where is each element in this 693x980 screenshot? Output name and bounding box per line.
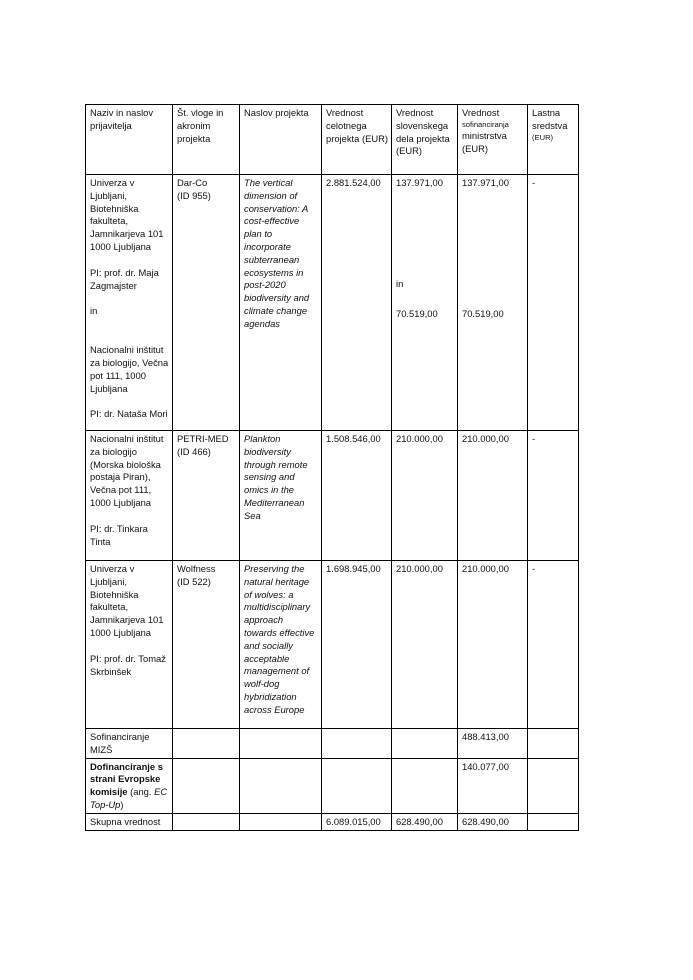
si-value-cell: 210.000,00 [392, 561, 458, 729]
ministry-value-cell: 137.971,00 70.519,00 [458, 175, 528, 431]
header-own-funds: Lastna sredstva (EUR) [528, 105, 579, 175]
header-title: Naslov projekta [240, 105, 322, 175]
acronym-cell: Wolfness (ID 522) [173, 561, 240, 729]
own-funds-cell: - [528, 431, 579, 561]
project-title-cell: Plankton biodiversity through remote sensing and omics in the Mediterranean Sea [240, 431, 322, 561]
project-title-cell: Preserving the natural heritage of wolves: a multidisciplinary approach towards effective and socially acceptable management of wolf-dog hybridization across Europe [240, 561, 322, 729]
topup-ministry-value: 140.077,00 [458, 758, 528, 813]
applicant-cell: Univerza v Ljubljani, Biotehniška fakulteta, Jamnikarjeva 101 1000 Ljubljana PI: prof. dr. Maja Zagmajster in Nacionalni inštitut za biologijo, Večna pot 111, 1000 Ljubljana PI: dr. Nataša Mori [86, 175, 173, 431]
total-ministry-value: 628.490,00 [458, 813, 528, 830]
acronym-cell: Dar-Co (ID 955) [173, 175, 240, 431]
total-project-value: 6.089.015,00 [322, 813, 392, 830]
header-ministry-value: Vrednost sofinanciranja ministrstva (EUR) [458, 105, 528, 175]
si-value-cell: 137.971,00 in 70.519,00 [392, 175, 458, 431]
topup-label: Dofinanciranje s strani Evropske komisije (ang. EC Top-Up) [86, 758, 173, 813]
applicant-cell: Univerza v Ljubljani, Biotehniška fakulteta, Jamnikarjeva 101 1000 Ljubljana PI: prof. dr. Tomaž Skrbinšek [86, 561, 173, 729]
total-si-value: 628.490,00 [392, 813, 458, 830]
project-title-cell: The vertical dimension of conservation: A cost-effective plan to incorporate subterranean ecosystems in post-2020 biodiversity and climate change agendas [240, 175, 322, 431]
funding-table [85, 104, 579, 831]
cofinancing-label: Sofinanciranje MIZŠ [86, 729, 173, 759]
ministry-value-cell: 210.000,00 [458, 431, 528, 561]
total-value-cell: 2.881.524,00 [322, 175, 392, 431]
cofinancing-row [86, 729, 579, 759]
total-row [86, 813, 579, 830]
table-row [86, 561, 579, 729]
ministry-value-cell: 210.000,00 [458, 561, 528, 729]
si-value-cell: 210.000,00 [392, 431, 458, 561]
header-total-value: Vrednost celotnega projekta (EUR) [322, 105, 392, 175]
own-funds-cell: - [528, 561, 579, 729]
total-label: Skupna vrednost [86, 813, 173, 830]
own-funds-cell: - [528, 175, 579, 431]
acronym-cell: PETRI-MED (ID 466) [173, 431, 240, 561]
header-applicant: Naziv in naslov prijavitelja [86, 105, 173, 175]
applicant-cell: Nacionalni inštitut za biologijo (Morska biološka postaja Piran), Večna pot 111, 1000 Ljubljana PI: dr. Tinkara Tinta [86, 431, 173, 561]
header-row [86, 105, 579, 175]
table-row [86, 175, 579, 431]
cofinancing-ministry-value: 488.413,00 [458, 729, 528, 759]
total-value-cell: 1.698.945,00 [322, 561, 392, 729]
table-row [86, 431, 579, 561]
header-role: Št. vloge in akronim projekta [173, 105, 240, 175]
header-si-value: Vrednost slovenskega dela projekta (EUR) [392, 105, 458, 175]
topup-row [86, 758, 579, 813]
total-value-cell: 1.508.546,00 [322, 431, 392, 561]
